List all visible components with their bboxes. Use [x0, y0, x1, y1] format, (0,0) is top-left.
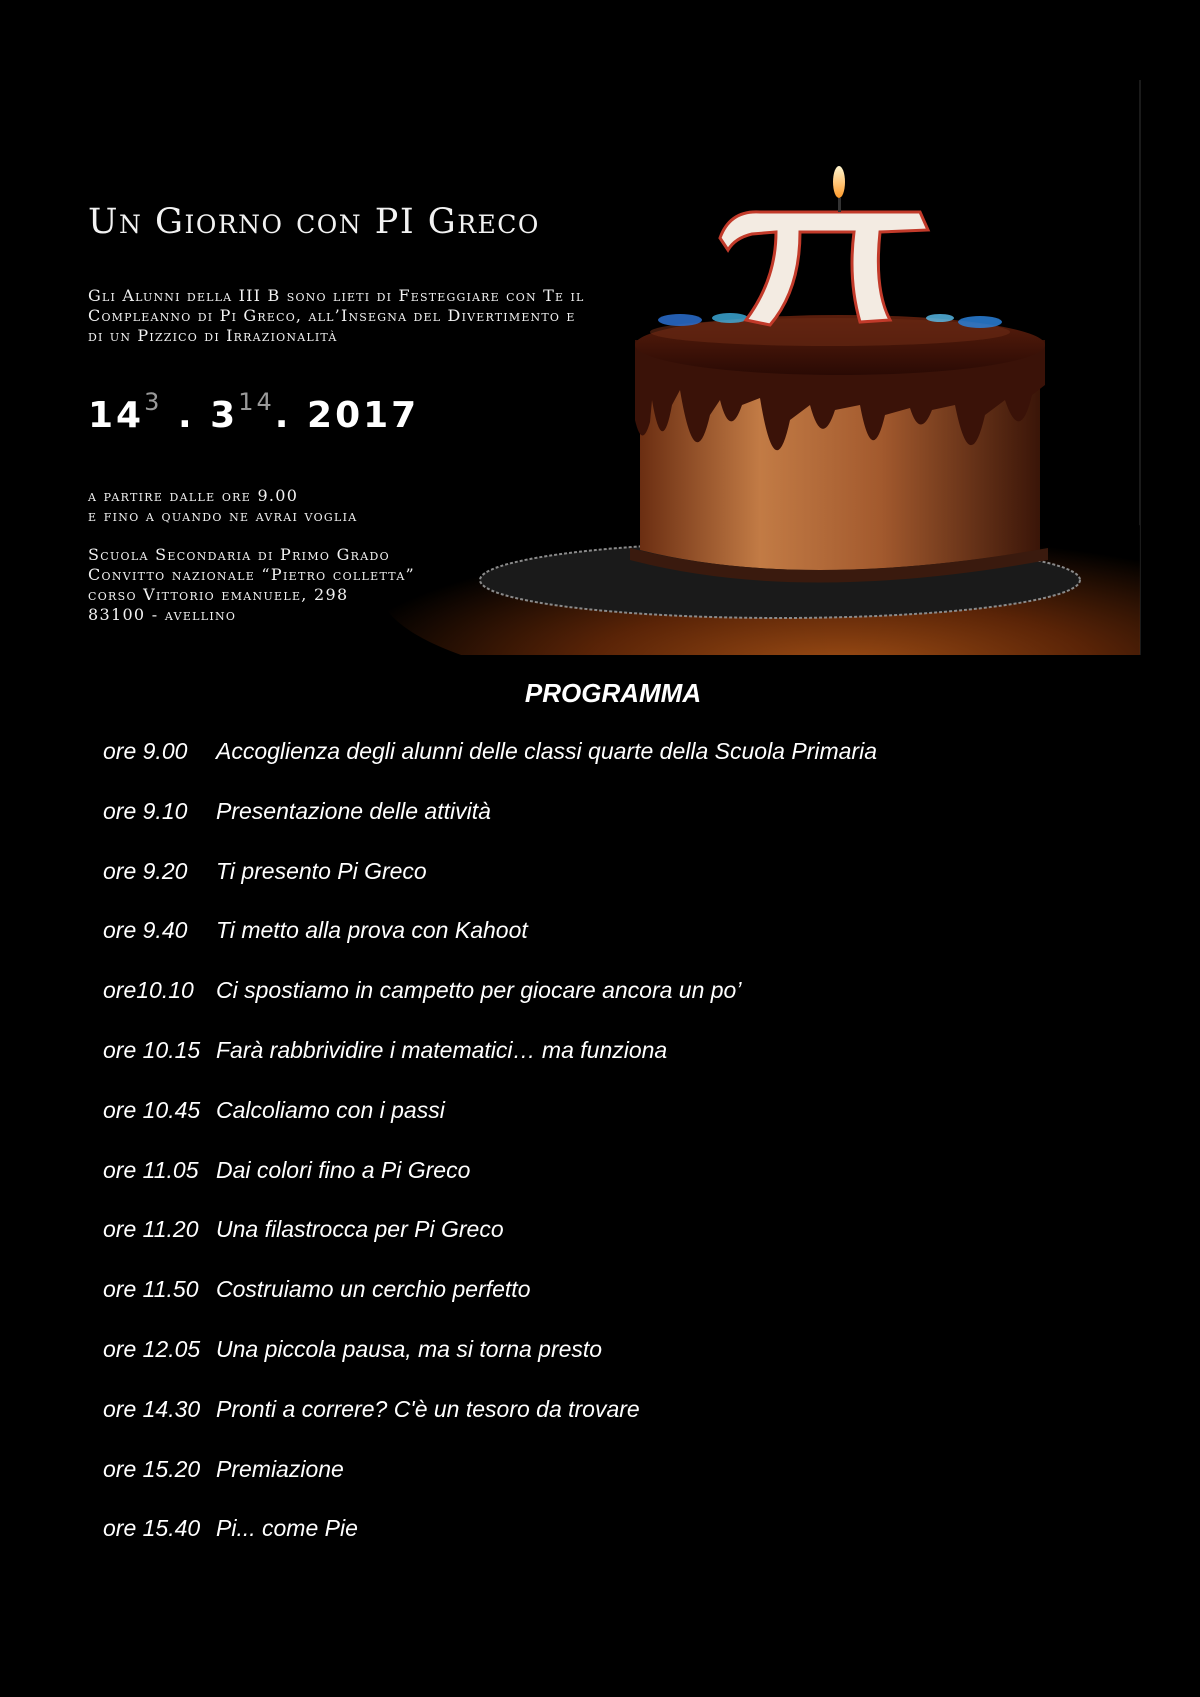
- intro-line: Compleanno di Pi Greco, all’Insegna del Divertimento e: [88, 306, 576, 325]
- program-row: [103, 798, 1103, 858]
- program-row: [103, 917, 1103, 977]
- program-time: ore 11.50: [103, 1276, 199, 1303]
- page-title: Un Giorno con PI Greco: [88, 202, 540, 242]
- date-separator: .: [274, 395, 292, 436]
- program-activity: Premiazione: [216, 1455, 344, 1482]
- intro-line: Gli Alunni della III B sono lieti di Festeggiare con Te il: [88, 286, 585, 305]
- program-time: ore 15.40: [103, 1515, 201, 1542]
- program-time: ore 15.20: [103, 1455, 201, 1482]
- program-activity: Ci spostiamo in campetto per giocare ancora un po’: [216, 977, 742, 1004]
- time-info: [88, 486, 357, 526]
- program-row: [103, 1157, 1103, 1217]
- date-year: 2017: [307, 395, 420, 436]
- program-activity: Ti presento Pi Greco: [216, 857, 427, 884]
- program-heading: PROGRAMMA: [524, 678, 702, 708]
- program-time: ore 9.10: [103, 797, 188, 824]
- program-activity: Ti metto alla prova con Kahoot: [216, 917, 528, 944]
- intro-text: [88, 286, 688, 346]
- program-time: ore 10.15: [103, 1036, 201, 1063]
- time-line: e fino a quando ne avrai voglia: [88, 506, 358, 525]
- date-month-exponent: 14: [238, 388, 275, 416]
- program-row: [103, 1276, 1103, 1336]
- intro-line: di un Pizzico di Irrazionalità: [88, 326, 338, 345]
- program-activity: Presentazione delle attività: [216, 797, 491, 824]
- program-time: ore 9.40: [103, 917, 188, 944]
- program-list: [103, 738, 1103, 1575]
- program-time: ore 10.45: [103, 1096, 201, 1123]
- program-activity: Pronti a correre? C'è un tesoro da trovare: [216, 1395, 640, 1422]
- program-activity: Dai colori fino a Pi Greco: [216, 1156, 471, 1183]
- address-line: corso Vittorio emanuele, 298: [88, 585, 349, 604]
- date-month: 3: [210, 395, 239, 436]
- time-line: a partire dalle ore 9.00: [88, 486, 299, 505]
- program-activity: Una piccola pausa, ma si torna presto: [216, 1335, 603, 1362]
- date-day-exponent: 3: [144, 388, 163, 416]
- program-row: [103, 1456, 1103, 1516]
- program-time: ore 12.05: [103, 1335, 201, 1362]
- address-info: [88, 545, 415, 625]
- program-time: ore 14.30: [103, 1395, 201, 1422]
- program-row: [103, 858, 1103, 918]
- program-time: ore 9.20: [103, 857, 188, 884]
- program-activity: Accoglienza degli alunni delle classi quarte della Scuola Primaria: [216, 738, 877, 764]
- address-line: 83100 - avellino: [88, 605, 237, 624]
- address-line: Convitto nazionale “Pietro colletta”: [88, 565, 416, 584]
- program-activity: Farà rabbrividire i matematici… ma funziona: [216, 1036, 668, 1063]
- program-row: [103, 977, 1103, 1037]
- date-separator: .: [177, 395, 195, 436]
- program-row: [103, 738, 1103, 798]
- program-time: ore10.10: [103, 977, 194, 1004]
- program-activity: Una filastrocca per Pi Greco: [216, 1216, 504, 1243]
- program-row: [103, 1216, 1103, 1276]
- program-activity: Calcoliamo con i passi: [216, 1096, 445, 1123]
- program-row: [103, 1336, 1103, 1396]
- program-row: [103, 1037, 1103, 1097]
- program-row: [103, 1515, 1103, 1575]
- program-time: ore 11.05: [103, 1156, 199, 1183]
- pi-candle-icon: [720, 166, 928, 325]
- date-day: 14: [88, 395, 145, 436]
- program-row: [103, 1396, 1103, 1456]
- program-row: [103, 1097, 1103, 1157]
- address-line: Scuola Secondaria di Primo Grado: [88, 545, 390, 564]
- program-time: ore 9.00: [103, 738, 188, 764]
- program-time: ore 11.20: [103, 1216, 199, 1243]
- program-activity: Pi... come Pie: [216, 1515, 358, 1542]
- event-date: [88, 388, 420, 436]
- program-activity: Costruiamo un cerchio perfetto: [216, 1276, 531, 1303]
